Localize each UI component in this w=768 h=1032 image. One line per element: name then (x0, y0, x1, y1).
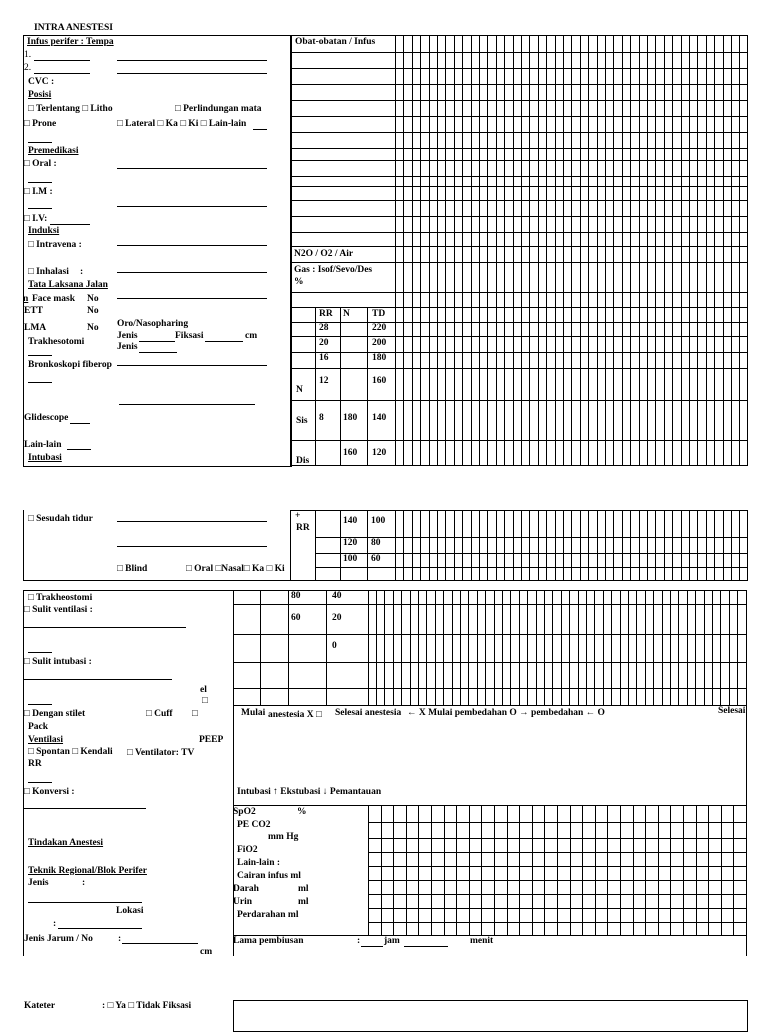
lateral-option[interactable]: □ Lateral □ Ka □ Ki □ Lain-lain (117, 119, 247, 129)
konversi-option[interactable]: □ Konversi : (24, 787, 75, 797)
side-n: N (296, 385, 303, 395)
scale-rr: 28 (319, 323, 329, 333)
ett-no[interactable]: No (87, 306, 99, 316)
scale-td: 180 (372, 353, 387, 363)
scale-a: 80 (291, 591, 301, 601)
spontan-option[interactable]: □ Spontan □ Kendali (28, 747, 113, 757)
cm-label: cm (245, 331, 258, 341)
glidescope-label: Glidescope (24, 413, 69, 423)
urin-unit: ml (298, 897, 309, 907)
scale-rr: 16 (319, 353, 329, 363)
lama-label: Lama pembiusan (233, 936, 304, 946)
col-n: N (343, 309, 350, 319)
terlentang-option[interactable]: □ Terlentang □ Litho (28, 104, 113, 114)
kateter-options[interactable]: : □ Ya □ Tidak Fiksasi (102, 1001, 192, 1011)
jenis-jarum-label: Jenis Jarum / No (24, 934, 93, 944)
spo2-unit: % (297, 807, 307, 817)
cvc-label: CVC : (28, 77, 55, 87)
scale-b: 0 (332, 641, 337, 651)
trakhesotomi-label: Trakhesotomi (28, 337, 85, 347)
perlindungan-option[interactable]: □ Perlindungan mata (175, 104, 262, 114)
fiksasi-label: Fiksasi (175, 331, 204, 341)
tata-laksana-heading: Tata Laksana Jalan (28, 280, 108, 290)
legend-pembedahan: ← X Mulai pembedahan O → pembedahan ← O (407, 708, 605, 718)
cuff-option[interactable]: □ Cuff (146, 709, 173, 719)
scale-rr: 20 (319, 338, 329, 348)
inhalasi-option[interactable]: □ Inhalasi (28, 267, 69, 277)
teknik-heading: Teknik Regional/Blok Perifer (28, 866, 147, 876)
kateter-label: Kateter (24, 1001, 56, 1011)
tindakan-heading: Tindakan Anestesi (28, 838, 104, 848)
scale-rr: 12 (319, 376, 329, 386)
sulit-ventilasi-option[interactable]: □ Sulit ventilasi : (24, 605, 93, 615)
bronkoskopi-label: Bronkoskopi fiberop (28, 360, 112, 370)
scale-td: 100 (371, 516, 386, 526)
cm-label-2: cm (200, 947, 213, 957)
side-sis: Sis (296, 416, 308, 426)
lokasi-colon: : (53, 919, 57, 929)
lainlain-label: Lain-lain : (237, 858, 281, 868)
legend-selesai: Selesai (718, 706, 746, 716)
darah-unit: ml (298, 884, 309, 894)
menit-label: menit (470, 936, 494, 946)
item-2: 2. (24, 63, 32, 73)
gas-pct: % (294, 277, 304, 287)
lama-menit-field[interactable] (404, 946, 448, 947)
sesudah-tidur-option[interactable]: □ Sesudah tidur (28, 514, 93, 524)
ventilasi-heading: Ventilasi (28, 735, 64, 745)
pack-label: Pack (28, 722, 49, 732)
scale-td: 60 (371, 554, 381, 564)
face-mask-label: Face mask (32, 294, 76, 304)
blind-option[interactable]: □ Blind (117, 564, 148, 574)
mid-rr-mark: + (295, 511, 301, 521)
induksi-heading: Induksi (28, 226, 60, 236)
legend-selesai-anestesia: Selesai anestesia (335, 708, 402, 718)
scale-td: 120 (372, 448, 387, 458)
dengan-stilet-option[interactable]: □ Dengan stilet (24, 709, 86, 719)
lokasi-label: Lokasi (116, 906, 144, 916)
scale-b: 40 (332, 591, 342, 601)
im-option[interactable]: □ I.M : (24, 187, 53, 197)
scale-td: 220 (372, 323, 387, 333)
mid-rr: RR (296, 523, 310, 533)
trakheostomi-option[interactable]: □ Trakheostomi (28, 593, 93, 603)
lain-lain-label: Lain-lain (24, 440, 62, 450)
sulit-intubasi-option[interactable]: □ Sulit intubasi : (24, 657, 92, 667)
spo2-label: SpO2 (233, 807, 256, 817)
n-prefix: n (23, 294, 29, 304)
mmhg-label: mm Hg (268, 832, 299, 842)
fio2-label: FiO2 (237, 845, 258, 855)
cairan-label: Cairan infus ml (237, 871, 301, 881)
urin-label: Urin (233, 897, 252, 907)
scale-b: 20 (332, 613, 342, 623)
scale-n: 140 (343, 516, 358, 526)
gas-row-2: Gas : Isof/Sevo/Des (294, 265, 373, 275)
oro-naso-label: Oro/Nasopharing (117, 319, 189, 329)
obat-header: Obat-obatan / Infus (295, 37, 376, 47)
col-td: TD (372, 309, 386, 319)
premedikasi-heading: Premedikasi (28, 146, 79, 156)
scale-td: 200 (372, 338, 387, 348)
side-dis: Dis (296, 456, 310, 466)
peep-label: PEEP (199, 735, 224, 745)
oral-option[interactable]: □ Oral : (24, 159, 57, 169)
intravena-option[interactable]: □ Intravena : (28, 240, 82, 250)
legend-anestesia: anestesia X □ (268, 710, 322, 720)
scale-rr: 8 (319, 413, 324, 423)
posisi-heading: Posisi (28, 90, 52, 100)
col-rr: RR (319, 309, 333, 319)
jenis-label: Jenis (117, 331, 138, 341)
box-glyph-2[interactable]: □ (192, 709, 198, 719)
scale-td: 80 (371, 538, 381, 548)
item-1: 1. (24, 50, 32, 60)
lma-no[interactable]: No (87, 323, 99, 333)
lama-jam-field[interactable] (361, 946, 383, 947)
scale-n: 120 (343, 538, 358, 548)
jenis-regional-label: Jenis (28, 878, 49, 888)
prone-option[interactable]: □ Prone (24, 119, 57, 129)
legend-mulai: Mulai (241, 708, 266, 718)
gas-row-1: N2O / O2 / Air (294, 249, 354, 259)
intubasi-heading: Intubasi (28, 453, 62, 463)
scale-n: 160 (343, 448, 358, 458)
oral-nasal-option[interactable]: □ Oral □Nasal□ Ka □ Ki (186, 564, 285, 574)
lma-label: LMA (24, 323, 47, 333)
iv-option[interactable]: □ I.V: (24, 214, 48, 224)
el-label: el (200, 685, 207, 695)
ett-label: ETT (24, 306, 44, 316)
scale-td: 160 (372, 376, 387, 386)
infus-perifer-label: Infus perifer : Tempa (27, 37, 114, 47)
perdarahan-label: Perdarahan ml (237, 910, 299, 920)
rr-label: RR (28, 759, 42, 769)
jam-label: jam (384, 936, 400, 946)
scale-td: 140 (372, 413, 387, 423)
darah-label: Darah (233, 884, 259, 894)
jenis-label-2: Jenis (117, 342, 138, 352)
ventilator-option[interactable]: □ Ventilator: TV (127, 748, 195, 758)
legend-intubasi: Intubasi ↑ Ekstubasi ↓ Pemantauan (237, 787, 382, 797)
scale-n: 100 (343, 554, 358, 564)
box-glyph-1[interactable]: □ (202, 696, 208, 706)
inhalasi-colon: : (80, 267, 84, 277)
jenis-jarum-colon: : (118, 934, 122, 944)
jenis-regional-colon: : (82, 878, 86, 888)
form-title: INTRA ANESTESI (34, 23, 113, 33)
face-mask-no[interactable]: No (87, 294, 99, 304)
scale-n: 180 (343, 413, 358, 423)
scale-a: 60 (291, 613, 301, 623)
peco2-label: PE CO2 (237, 820, 271, 830)
lama-colon: : (357, 936, 361, 946)
